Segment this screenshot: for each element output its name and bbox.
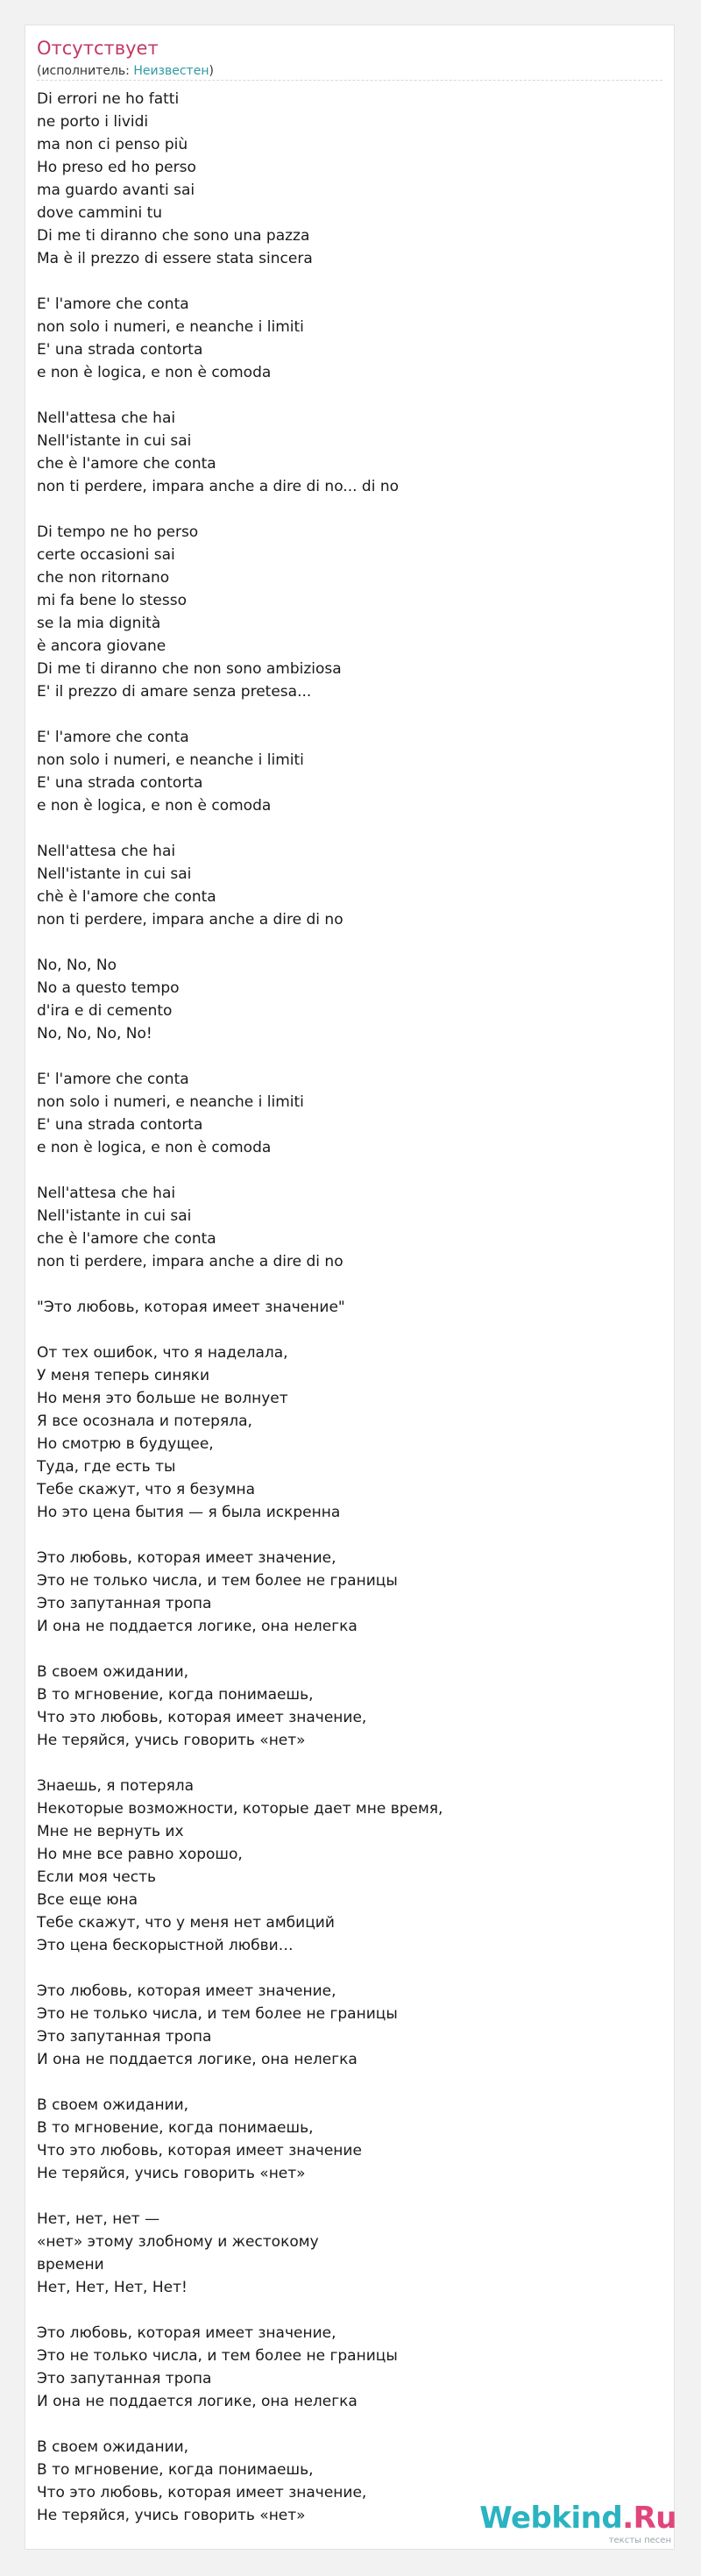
artist-suffix: ) xyxy=(209,64,214,78)
lyrics-line: No, No, No xyxy=(37,957,117,974)
lyrics-line: ma non ci penso più xyxy=(37,136,188,153)
lyrics-text xyxy=(37,88,662,2527)
lyrics-line: Это запутанная тропа xyxy=(37,1595,212,1612)
lyrics-line: No, No, No, No! xyxy=(37,1025,152,1042)
lyrics-line: Если моя честь xyxy=(37,1868,157,1886)
lyrics-stanza xyxy=(37,1068,662,1159)
lyrics-line: certe occasioni sai xyxy=(37,546,175,564)
lyrics-stanza xyxy=(37,407,662,498)
title-divider xyxy=(37,80,662,81)
lyrics-line: e non è logica, e non è comoda xyxy=(37,1139,272,1156)
lyrics-line: ne porto i lividi xyxy=(37,113,149,131)
lyrics-stanza xyxy=(37,1980,662,2071)
lyrics-line: В то мгновение, когда понимаешь, xyxy=(37,2119,314,2137)
lyrics-line: E' l'amore che conta xyxy=(37,295,189,313)
lyrics-line: Это любовь, которая имеет значение, xyxy=(37,2324,336,2342)
lyrics-line: Знаешь, я потеряла xyxy=(37,1777,195,1795)
lyrics-line: ma guardo avanti sai xyxy=(37,181,195,199)
lyrics-line: d'ira e di cemento xyxy=(37,1002,173,1020)
webkind-logo[interactable] xyxy=(479,2501,676,2550)
lyrics-line: che non ritornano xyxy=(37,569,170,587)
lyrics-line: Di tempo ne ho perso xyxy=(37,523,199,541)
lyrics-line: Nell'attesa che hai xyxy=(37,409,176,427)
lyrics-line: Но мне все равно хорошо, xyxy=(37,1846,243,1863)
lyrics-line: e non è logica, e non è comoda xyxy=(37,797,272,815)
lyrics-line: Это запутанная тропа xyxy=(37,2370,212,2387)
lyrics-line: И она не поддается логике, она нелегка xyxy=(37,2393,358,2410)
logo-tagline: тексты песен xyxy=(608,2536,671,2545)
lyrics-line: No a questo tempo xyxy=(37,979,180,997)
lyrics-line: se la mia dignità xyxy=(37,615,161,632)
lyrics-line: «нет» этому злобному и жестокому xyxy=(37,2233,319,2251)
lyrics-line: Это не только числа, и тем более не границы xyxy=(37,2005,398,2023)
lyrics-line: non solo i numeri, e neanche i limiti xyxy=(37,751,304,769)
lyrics-line: Все еще юна xyxy=(37,1891,138,1909)
lyrics-stanza xyxy=(37,521,662,703)
lyrics-stanza xyxy=(37,726,662,817)
logo-word: Webkind xyxy=(479,2501,623,2536)
lyrics-line: Я все осознала и потеряла, xyxy=(37,1413,252,1430)
lyrics-line: Не теряйся, учись говорить «нет» xyxy=(37,2507,306,2524)
lyrics-line: che è l'amore che conta xyxy=(37,1230,216,1248)
lyrics-line: E' una strada contorta xyxy=(37,341,203,359)
lyrics-line: Что это любовь, которая имеет значение, xyxy=(37,2484,367,2501)
lyrics-line: Не теряйся, учись говорить «нет» xyxy=(37,1732,306,1749)
lyrics-stanza xyxy=(37,88,662,270)
lyrics-line: От тех ошибок, что я наделала, xyxy=(37,1344,288,1362)
lyrics-line: Это цена бескорыстной любви… xyxy=(37,1937,294,1954)
lyrics-line: В то мгновение, когда понимаешь, xyxy=(37,2461,314,2479)
lyrics-line: В своем ожидании, xyxy=(37,1663,189,1681)
lyrics-line: Это любовь, которая имеет значение, xyxy=(37,1549,336,1567)
song-title: Отсутствует xyxy=(37,38,159,59)
lyrics-stanza xyxy=(37,293,662,384)
lyrics-line: Ma è il prezzo di essere stata sincera xyxy=(37,250,313,267)
lyrics-line: В то мгновение, когда понимаешь, xyxy=(37,1686,314,1704)
lyrics-line: Di me ti diranno che sono una pazza xyxy=(37,227,310,245)
lyrics-line: Nell'attesa che hai xyxy=(37,1185,176,1202)
lyrics-line: E' una strada contorta xyxy=(37,1116,203,1134)
lyrics-line: Нет, Нет, Нет, Нет! xyxy=(37,2279,188,2296)
lyrics-line: Мне не вернуть их xyxy=(37,1823,184,1840)
lyrics-line: Туда, где есть ты xyxy=(37,1458,176,1476)
lyrics-line: mi fa bene lo stesso xyxy=(37,592,188,609)
lyrics-line: Nell'istante in cui sai xyxy=(37,432,192,450)
lyrics-line: Nell'istante in cui sai xyxy=(37,1207,192,1225)
lyrics-line: non ti perdere, impara anche a dire di no... di no xyxy=(37,478,400,495)
lyrics-stanza xyxy=(37,2208,662,2299)
lyrics-line: non solo i numeri, e neanche i limiti xyxy=(37,1093,304,1111)
lyrics-line: chè è l'amore che conta xyxy=(37,888,216,906)
lyrics-line: Что это любовь, которая имеет значение xyxy=(37,2142,362,2160)
lyrics-line: e non è logica, e non è comoda xyxy=(37,364,272,381)
lyrics-line: Некоторые возможности, которые дает мне время, xyxy=(37,1800,443,1818)
artist-link[interactable]: Неизвестен xyxy=(133,64,209,78)
lyrics-line: Di me ti diranno che non sono ambiziosa xyxy=(37,660,342,678)
logo-tld: .Ru xyxy=(622,2501,676,2536)
lyrics-line: Nell'istante in cui sai xyxy=(37,865,192,883)
lyrics-line: У меня теперь синяки xyxy=(37,1367,209,1384)
lyrics-line: non ti perdere, impara anche a dire di no xyxy=(37,1253,343,1270)
lyrics-line: Это любовь, которая имеет значение, xyxy=(37,1982,336,2000)
lyrics-line: E' il prezzo di amare senza pretesa... xyxy=(37,683,312,701)
artist-line xyxy=(37,63,214,79)
lyrics-stanza xyxy=(37,2094,662,2185)
lyrics-line: Nell'attesa che hai xyxy=(37,843,176,860)
lyrics-line: Di errori ne ho fatti xyxy=(37,90,180,108)
lyrics-line: времени xyxy=(37,2256,104,2274)
lyrics-line: В своем ожидании, xyxy=(37,2438,189,2456)
lyrics-stanza xyxy=(37,1775,662,1957)
lyrics-line: E' una strada contorta xyxy=(37,774,203,792)
lyrics-line: non ti perdere, impara anche a dire di no xyxy=(37,911,343,929)
lyrics-line: Это не только числа, и тем более не границы xyxy=(37,1572,398,1590)
lyrics-line: Это запутанная тропа xyxy=(37,2028,212,2046)
lyrics-stanza xyxy=(37,1296,662,1319)
lyrics-line: Это не только числа, и тем более не границы xyxy=(37,2347,398,2365)
lyrics-line: Тебе скажут, что я безумна xyxy=(37,1481,256,1498)
lyrics-line: Но меня это больше не волнует xyxy=(37,1390,288,1407)
lyrics-line: non solo i numeri, e neanche i limiti xyxy=(37,318,304,336)
lyrics-line: che è l'amore che conta xyxy=(37,455,216,473)
lyrics-line: И она не поддается логике, она нелегка xyxy=(37,2051,358,2068)
lyrics-line: Не теряйся, учись говорить «нет» xyxy=(37,2165,306,2182)
lyrics-stanza xyxy=(37,1341,662,1524)
lyrics-line: è ancora giovane xyxy=(37,637,166,655)
lyrics-line: И она не поддается логике, она нелегка xyxy=(37,1618,358,1635)
lyrics-line: Но смотрю в будущее, xyxy=(37,1435,214,1453)
lyrics-line: E' l'amore che conta xyxy=(37,1071,189,1088)
lyrics-stanza xyxy=(37,1182,662,1273)
lyrics-stanza xyxy=(37,954,662,1045)
lyrics-stanza xyxy=(37,840,662,931)
lyrics-line: Ho preso ed ho perso xyxy=(37,159,196,176)
lyrics-line: dove cammini tu xyxy=(37,204,163,222)
lyrics-stanza xyxy=(37,2322,662,2413)
lyrics-line: E' l'amore che conta xyxy=(37,729,189,746)
artist-prefix: (исполнитель: xyxy=(37,64,134,78)
lyrics-line: Нет, нет, нет — xyxy=(37,2210,160,2228)
lyrics-line: "Это любовь, которая имеет значение" xyxy=(37,1299,345,1316)
lyrics-line: Что это любовь, которая имеет значение, xyxy=(37,1709,367,1726)
lyrics-stanza xyxy=(37,1547,662,1638)
lyrics-stanza xyxy=(37,1661,662,1752)
lyrics-line: В своем ожидании, xyxy=(37,2096,189,2114)
lyrics-line: Но это цена бытия — я была искренна xyxy=(37,1504,341,1521)
logo-wordmark xyxy=(479,2501,676,2536)
lyrics-line: Тебе скажут, что у меня нет амбиций xyxy=(37,1914,335,1932)
